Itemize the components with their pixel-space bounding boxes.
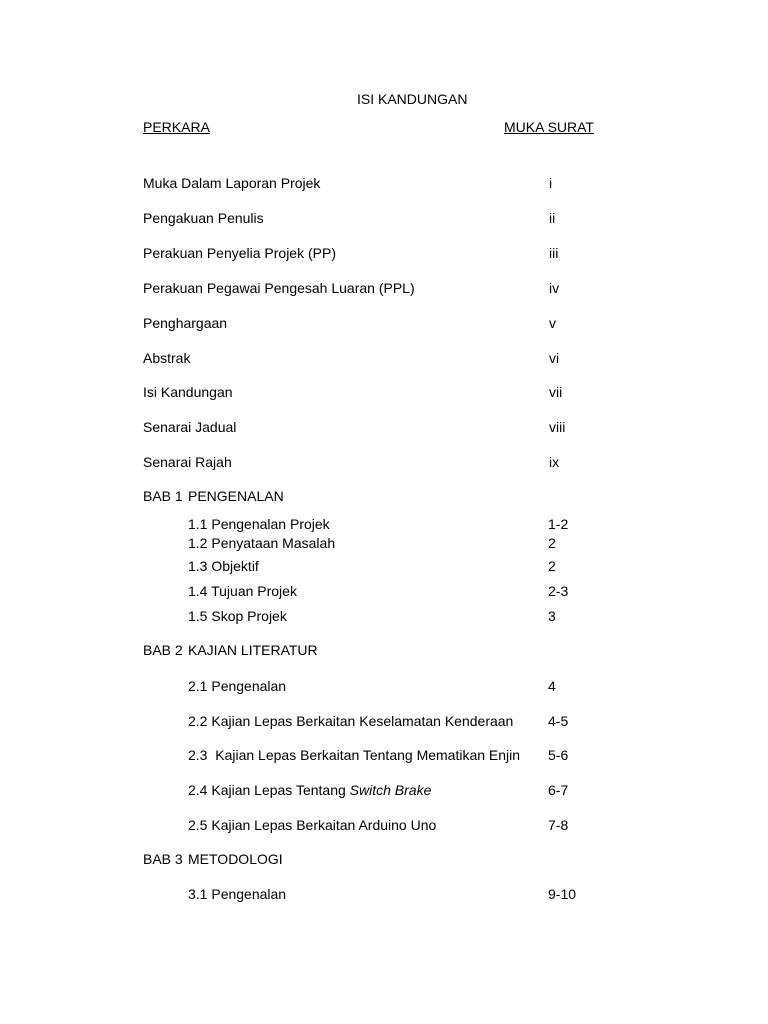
toc-subentry-label [188, 782, 431, 798]
toc-subentry-page: 7-8 [548, 817, 569, 833]
toc-entry [0, 280, 768, 298]
toc-subentry [0, 583, 768, 601]
toc-subentry [0, 782, 768, 800]
toc-entry-page: vii [549, 384, 563, 400]
toc-entry-page: iii [549, 245, 559, 261]
chapter-heading [0, 851, 768, 869]
toc-entry [0, 175, 768, 193]
toc-subentry-label: 1.1 Pengenalan Projek [188, 516, 330, 532]
toc-entry [0, 210, 768, 228]
toc-subentry-label-text: 2.4 Kajian Lepas Tentang [188, 782, 350, 798]
toc-entry-page: v [549, 315, 556, 331]
toc-subentry-label: 1.2 Penyataan Masalah [188, 535, 336, 551]
toc-entry-label: Abstrak [143, 350, 191, 366]
toc-subentry-page: 2 [548, 535, 556, 551]
chapter-name: KAJIAN LITERATUR [188, 642, 318, 658]
toc-entry-label: Perakuan Pegawai Pengesah Luaran (PPL) [143, 280, 415, 296]
toc-entry-label: Senarai Jadual [143, 419, 237, 435]
toc-subentry-page: 3 [548, 608, 556, 624]
toc-subentry-page: 9-10 [548, 886, 577, 902]
toc-subentry-label: 1.3 Objektif [188, 558, 259, 574]
chapter-name: PENGENALAN [188, 488, 284, 504]
toc-subentry [0, 516, 768, 534]
toc-entry [0, 454, 768, 472]
toc-entry-label: Pengakuan Penulis [143, 210, 264, 226]
toc-subentry-label: 3.1 Pengenalan [188, 886, 287, 902]
toc-entry-page: vi [549, 350, 560, 366]
toc-subentry [0, 535, 768, 553]
toc-entry-page: iv [549, 280, 560, 296]
toc-subentry [0, 747, 768, 765]
toc-subentry [0, 558, 768, 576]
toc-subentry [0, 713, 768, 731]
toc-subentry-label-italic: Switch Brake [349, 782, 432, 798]
toc-subentry-page: 1-2 [548, 516, 569, 532]
page-title: ISI KANDUNGAN [357, 91, 468, 107]
toc-subentry-page: 5-6 [548, 747, 569, 763]
toc-subentry-page: 2-3 [548, 583, 569, 599]
column-header-item: PERKARA [143, 119, 210, 135]
toc-entry-page: ii [549, 210, 556, 226]
toc-subentry-label: 2.1 Pengenalan [188, 678, 287, 694]
toc-subentry [0, 886, 768, 904]
toc-subentry-label: 1.5 Skop Projek [188, 608, 287, 624]
toc-entry-label: Isi Kandungan [143, 384, 233, 400]
toc-entry [0, 245, 768, 263]
chapter-number: BAB 3 [143, 851, 183, 867]
toc-subentry-page: 2 [548, 558, 556, 574]
toc-subentry [0, 608, 768, 626]
toc-subentry-page: 4 [548, 678, 556, 694]
toc-entry-label: Senarai Rajah [143, 454, 232, 470]
toc-subentry-label: 1.4 Tujuan Projek [188, 583, 297, 599]
chapter-number: BAB 1 [143, 488, 183, 504]
chapter-heading [0, 488, 768, 506]
toc-subentry-label: 2.2 Kajian Lepas Berkaitan Keselamatan Kenderaan [188, 713, 514, 729]
chapter-name: METODOLOGI [188, 851, 283, 867]
toc-subentry-label: 2.3 Kajian Lepas Berkaitan Tentang Mematikan Enjin [188, 747, 521, 763]
toc-subentry [0, 817, 768, 835]
column-header-page: MUKA SURAT [504, 119, 594, 135]
chapter-number: BAB 2 [143, 642, 183, 658]
toc-entry-label: Muka Dalam Laporan Projek [143, 175, 321, 191]
toc-entry [0, 315, 768, 333]
chapter-heading [0, 642, 768, 660]
toc-entry [0, 419, 768, 437]
toc-entry-page: ix [549, 454, 560, 470]
toc-subentry [0, 678, 768, 696]
toc-entry-label: Perakuan Penyelia Projek (PP) [143, 245, 336, 261]
toc-entry [0, 350, 768, 368]
toc-entry-page: i [549, 175, 553, 191]
toc-entry-label: Penghargaan [143, 315, 228, 331]
toc-entry-page: viii [549, 419, 566, 435]
toc-entry [0, 384, 768, 402]
toc-subentry-label: 2.5 Kajian Lepas Berkaitan Arduino Uno [188, 817, 437, 833]
toc-subentry-page: 6-7 [548, 782, 569, 798]
toc-subentry-page: 4-5 [548, 713, 569, 729]
